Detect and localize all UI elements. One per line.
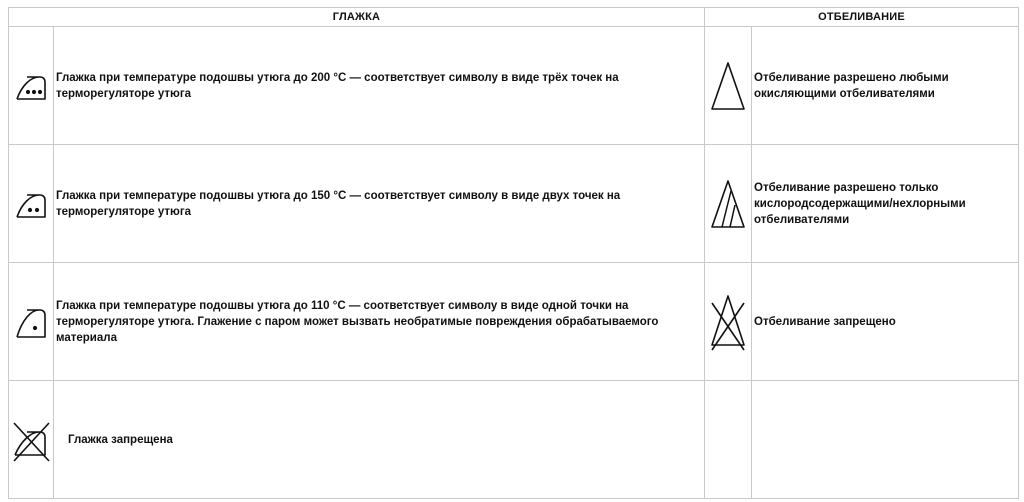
iron-description: Глажка при температуре подошвы утюга до 200 °С — соответствует символу в виде трёх точек на терморегуляторе утюга xyxy=(54,27,705,145)
iron-crossed-icon xyxy=(11,417,51,463)
iron-description: Глажка при температуре подошвы утюга до 150 °С — соответствует символу в виде двух точек на терморегуляторе утюга xyxy=(54,145,705,263)
iron-one-dot-icon xyxy=(15,305,47,339)
iron-icon-cell xyxy=(9,263,54,381)
iron-icon-cell xyxy=(9,381,54,499)
triangle-icon xyxy=(710,61,746,111)
bleach-icon-cell xyxy=(705,145,752,263)
ironing-header: ГЛАЖКА xyxy=(9,8,705,27)
bleach-icon-cell xyxy=(705,381,752,499)
iron-description: Глажка запрещена xyxy=(54,381,705,499)
header-row xyxy=(9,8,1019,27)
bleach-description xyxy=(752,381,1019,499)
table-row xyxy=(9,263,1019,381)
bleach-description: Отбеливание запрещено xyxy=(752,263,1019,381)
bleach-icon-cell xyxy=(705,27,752,145)
iron-description: Глажка при температуре подошвы утюга до 110 °С — соответствует символу в виде одной точки на терморегуляторе утюга. Глажение с паром может вызвать необратимые повреждения обрабатываемого материала xyxy=(54,263,705,381)
bleaching-header: ОТБЕЛИВАНИЕ xyxy=(705,8,1019,27)
iron-icon-cell xyxy=(9,145,54,263)
table-row xyxy=(9,27,1019,145)
triangle-crossed-icon xyxy=(708,293,748,351)
iron-icon-cell xyxy=(9,27,54,145)
iron-three-dots-icon xyxy=(15,71,47,101)
triangle-striped-icon xyxy=(710,179,746,229)
bleach-description: Отбеливание разрешено только кислородсодержащими/нехлорными отбеливателями xyxy=(752,145,1019,263)
bleach-icon-cell xyxy=(705,263,752,381)
bleach-description: Отбеливание разрешено любыми окисляющими отбеливателями xyxy=(752,27,1019,145)
table-row xyxy=(9,145,1019,263)
iron-two-dots-icon xyxy=(15,189,47,219)
care-symbols-table xyxy=(8,7,1019,499)
table-row xyxy=(9,381,1019,499)
